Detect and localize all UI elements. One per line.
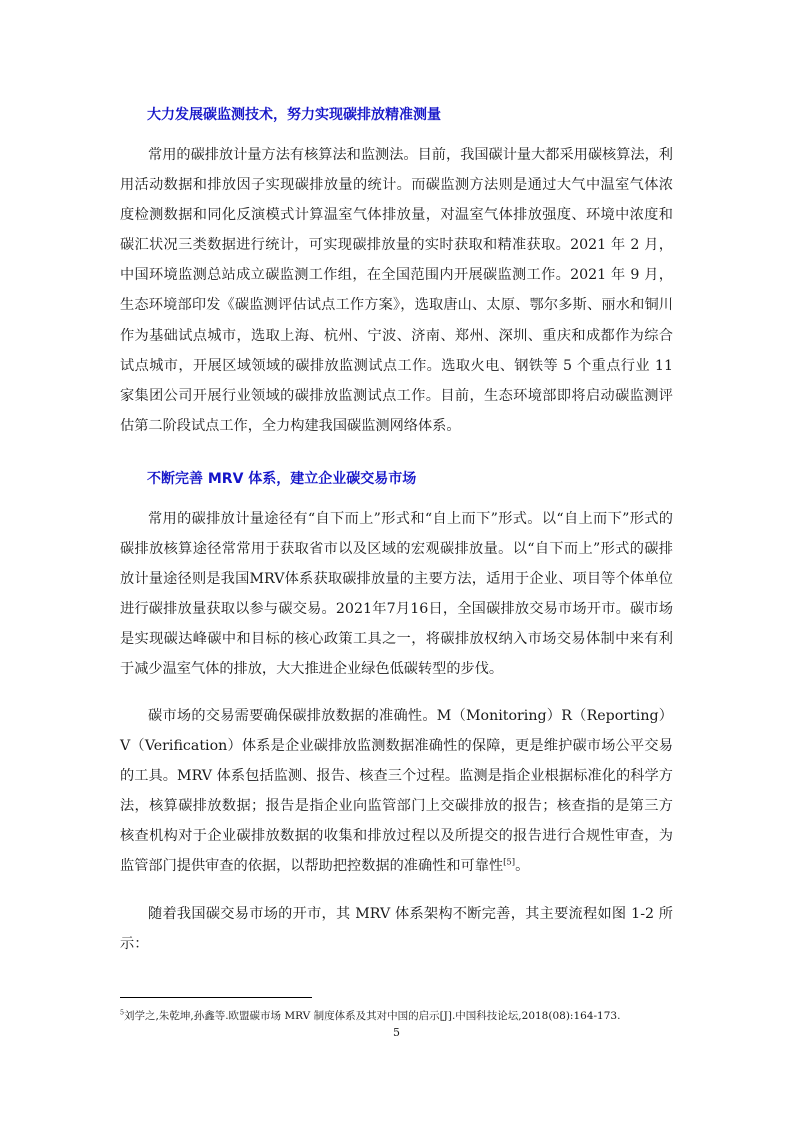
paragraph-carbon-monitoring: 常用的碳排放计量方法有核算法和监测法。目前，我国碳计量大都采用碳核算法，利用活动数据和排放因子实现碳排放量的统计。而碳监测方法则是通过大气中温室气体浓度检测数据和同化反演模式计算温室气体排放量，对温室气体排放强度、环境中浓度和碳汇状况三类数据进行统计，可实现碳排放量的实时获取和精准获取。2021 年 2 月，中国环境监测总站成立碳监测工作组，在全国范围内开展碳监测工作。2021 年 9 月，生态环境部印发《碳监测评估试点工作方案》，选取唐山、太原、鄂尔多斯、丽水和铜川作为基础试点城市，选取上海、杭州、宁波、济南、郑州、深圳、重庆和成都作为综合试点城市，开展区域领域的碳排放监测试点工作。选取火电、钢铁等 5 个重点行业 11 家集团公司开展行业领域的碳排放监测试点工作。目前，生态环境部即将启动碳监测评估第二阶段试点工作，全力构建我国碳监测网络体系。 xyxy=(120,147,673,434)
section-heading-mrv-system: 不断完善 MRV 体系，建立企业碳交易市场 xyxy=(147,471,417,487)
footnote-text: 刘学之,朱乾坤,孙鑫等.欧盟碳市场 MRV 制度体系及其对中国的启示[J].中国科技论坛,2018(08):164-173. xyxy=(124,1010,621,1022)
page-number: 5 xyxy=(393,1026,400,1039)
section-heading-carbon-monitoring: 大力发展碳监测技术，努力实现碳排放精准测量 xyxy=(147,107,441,123)
footnote-marker: 5 xyxy=(120,1009,125,1017)
paragraph-mrv-text: 碳市场的交易需要确保碳排放数据的准确性。M（Monitoring）R（Reporting）V（Verification）体系是企业碳排放监测数据准确性的保障，更是维护碳市场公平交易的工具。MRV 体系包括监测、报告、核查三个过程。监测是指企业根据标准化的科学方法，核算碳排放数据；报告是指企业向监管部门上交碳排放的报告；核查指的是第三方核查机构对于企业碳排放数据的收集和排放过程以及所提交的报告进行合规性审查，为监管部门提供审查的依据，以帮助把控数据的准确性和可靠性 xyxy=(120,708,673,875)
paragraph-accounting-approaches: 常用的碳排放计量途径有“自下而上”形式和“自上而下”形式。以“自上而下”形式的碳排放核算途径常常用于获取省市以及区域的宏观碳排放量。以“自下而上”形式的碳排放计量途径则是我国MRV体系获取碳排放量的主要方法，适用于企业、项目等个体单位进行碳排放量获取以参与碳交易。2021年7月16日，全国碳排放交易市场开市。碳市场是实现碳达峰碳中和目标的核心政策工具之一，将碳排放权纳入市场交易体制中来有利于减少温室气体的排放，大大推进企业绿色低碳转型的步伐。 xyxy=(120,511,673,678)
footnote-divider xyxy=(120,997,312,998)
paragraph-mrv-end: 。 xyxy=(515,858,530,875)
footnote xyxy=(120,1008,620,1023)
citation-ref: [5] xyxy=(503,857,516,868)
paragraph-mrv-flow-intro: 随着我国碳交易市场的开市，其 MRV 体系架构不断完善，其主要流程如图 1-2 所示： xyxy=(120,906,673,953)
paragraph-mrv-definition xyxy=(120,701,673,882)
